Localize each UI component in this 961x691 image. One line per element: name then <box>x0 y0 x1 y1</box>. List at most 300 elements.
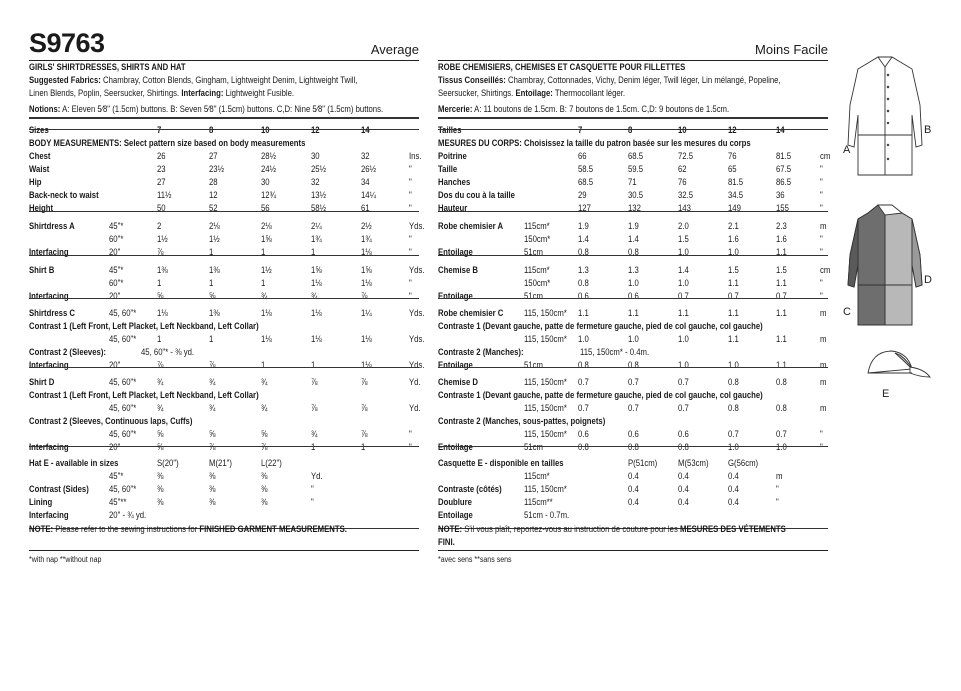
row-value: " <box>819 442 823 452</box>
chart-row <box>29 376 421 389</box>
chart-row <box>438 441 823 454</box>
row-value: 1¾ <box>310 234 322 244</box>
row-value: " <box>408 278 412 288</box>
row-label: Entoilage <box>438 291 473 301</box>
row-value: 155 <box>775 203 789 213</box>
difficulty-level-fr: Moins Facile <box>755 42 828 57</box>
row-value: 1¼ <box>360 308 372 318</box>
size-header-row <box>29 124 370 137</box>
row-value: 2⅛ <box>260 221 272 231</box>
row-value: 1⅜ <box>208 265 220 275</box>
row-value: ⅞ <box>360 291 368 301</box>
row-value: " <box>408 164 412 174</box>
row-value: 127 <box>577 203 591 213</box>
row-value: 45, 60"* <box>108 403 137 413</box>
row-value: ⅞ <box>360 403 368 413</box>
row-value: 45, 60"* <box>108 484 137 494</box>
english-header <box>29 30 419 61</box>
row-value: " <box>408 291 412 301</box>
row-value: 1⅛ <box>310 278 322 288</box>
chart-row <box>438 428 823 441</box>
row-value: 1⅛ <box>260 334 272 344</box>
row-value: 60"* <box>108 278 124 288</box>
row-value: 1.1 <box>775 308 787 318</box>
row-value: 30.5 <box>627 190 644 200</box>
row-value: ⅞ <box>156 247 164 257</box>
pattern-number: S9763 <box>29 28 105 58</box>
chart-row <box>29 150 422 163</box>
row-value: 1.0 <box>627 278 639 288</box>
row-value: ⅝ <box>156 429 164 439</box>
row-value: 1 <box>260 278 266 288</box>
row-value: 68.5 <box>627 151 644 161</box>
row-label: Entoilage <box>438 360 473 370</box>
row-value: 1.1 <box>775 247 787 257</box>
row-label: Entoilage <box>438 247 473 257</box>
chart-row <box>29 509 364 522</box>
row-value: G(56cm) <box>727 458 759 468</box>
row-value: 1⅝ <box>260 234 272 244</box>
row-value: 0.4 <box>677 497 689 507</box>
footnote-fr: *avec sens **sans sens <box>438 555 512 564</box>
row-label: Shirtdress C <box>29 308 76 318</box>
row-value: 1⅛ <box>260 308 272 318</box>
row-value: 45, 60"* <box>108 308 137 318</box>
row-value: 115cm* <box>524 221 550 231</box>
garment-title: GIRLS' SHIRTDRESSES, SHIRTS AND HAT <box>29 62 186 72</box>
row-value: " <box>819 429 823 439</box>
row-value: m <box>819 377 827 387</box>
chart-row <box>438 389 773 402</box>
row-value: 0.7 <box>627 377 639 387</box>
row-value: 1.0 <box>727 360 739 370</box>
row-value: 65 <box>727 164 737 174</box>
row-value: 115cm* <box>524 265 550 275</box>
row-value: P(51cm) <box>627 458 658 468</box>
row-value: ¾ <box>208 403 216 413</box>
row-value: 1.4 <box>627 234 639 244</box>
row-value: ¾ <box>260 291 268 301</box>
row-value: 0.7 <box>727 291 739 301</box>
row-value: 0.8 <box>627 360 639 370</box>
row-value: 1.9 <box>627 221 639 231</box>
row-value: 32 <box>360 151 370 161</box>
note: NOTE: Please refer to the sewing instructions for FINISHED GARMENT MEASUREMENTS. <box>29 524 347 534</box>
row-value: 1.0 <box>727 442 739 452</box>
row-label: Contraste 2 (Manches): <box>438 347 524 357</box>
row-value: 1⅜ <box>156 265 168 275</box>
row-value: ⅞ <box>156 360 164 370</box>
chart-row <box>438 277 823 290</box>
row-value: ⅞ <box>360 377 368 387</box>
row-value: 72.5 <box>677 151 694 161</box>
row-value: 0.6 <box>627 291 639 301</box>
row-value: 25½ <box>310 164 327 174</box>
row-value: " <box>819 291 823 301</box>
row-value: 0.4 <box>627 484 639 494</box>
row-value: 1 <box>260 247 266 257</box>
row-value: 1½ <box>208 234 220 244</box>
row-value: 1 <box>208 334 214 344</box>
row-value: 0.8 <box>577 442 589 452</box>
row-value: 0.4 <box>627 497 639 507</box>
chart-row <box>29 290 412 303</box>
row-label: Shirt D <box>29 377 55 387</box>
row-label: Contraste 2 (Manches, sous-pattes, poignets) <box>438 416 606 426</box>
row-value: 1 <box>156 278 162 288</box>
note-fr-cont: FINI. <box>438 537 455 547</box>
row-value: 23½ <box>208 164 225 174</box>
row-label: Taille <box>438 164 458 174</box>
row-label: Sizes <box>29 125 49 135</box>
suggested-fabrics-cont: Linen Blends, Poplin, Seersucker, Shirtings. Interfacing: Lightweight Fusible. <box>29 88 295 98</box>
chart-row <box>29 333 425 346</box>
row-value: L(22") <box>260 458 282 468</box>
suggested-fabrics-fr-cont: Seersucker, Shirtings. Entoilage: Thermocollant léger. <box>438 88 626 98</box>
row-label: Contrast 1 (Left Front, Left Placket, Left Neckband, Left Collar) <box>29 390 259 400</box>
note-fr: NOTE: S'il vous plaît, reportez-vous au instruction de couture pour les MESURES DES VÉTEMENTS <box>438 524 786 534</box>
row-value: " <box>408 190 412 200</box>
row-value: 0.6 <box>577 291 589 301</box>
garment-title-fr: ROBE CHEMISIERS, CHEMISES ET CASQUETTE POUR FILLETTES <box>438 62 686 72</box>
row-value: ⅜ <box>156 497 164 507</box>
suggested-fabrics-fr: Tissus Conseillés: Chambray, Cottonnades, Vichy, Denim léger, Twill léger, Lin mélangé, Popeline, <box>438 75 781 85</box>
row-value: 2½ <box>360 221 372 231</box>
row-value: 1 <box>360 442 366 452</box>
row-label: Contrast 2 (Sleeves): <box>29 347 106 357</box>
chart-row <box>438 176 823 189</box>
row-label: Contraste 1 (Devant gauche, patte de fermeture gauche, pied de col gauche, col gauche) <box>438 390 763 400</box>
row-value: 0.6 <box>627 429 639 439</box>
row-value: 28 <box>208 177 218 187</box>
row-value: 1 <box>208 278 214 288</box>
row-value: 66 <box>577 151 587 161</box>
row-label: Chemise D <box>438 377 479 387</box>
view-label-a: A <box>843 144 851 156</box>
chart-row <box>29 320 364 333</box>
french-header <box>438 30 828 61</box>
chart-row <box>438 233 823 246</box>
row-value: 12 <box>208 190 218 200</box>
row-value: 1⅜ <box>208 308 220 318</box>
chart-row <box>438 333 827 346</box>
chart-row <box>29 441 412 454</box>
row-value: m <box>775 471 783 481</box>
chart-row <box>29 496 364 509</box>
row-value: ⅜ <box>156 471 164 481</box>
row-value: 34 <box>360 177 370 187</box>
row-value: 0.8 <box>577 278 589 288</box>
row-label: Contraste 1 (Devant gauche, patte de fermeture gauche, pied de col gauche, col gauche) <box>438 321 763 331</box>
row-value: m <box>819 221 827 231</box>
row-value: m <box>819 334 827 344</box>
row-value: 1.5 <box>677 234 689 244</box>
row-label: Interfacing <box>29 291 69 301</box>
chart-row <box>438 320 773 333</box>
row-label: Hanches <box>438 177 471 187</box>
row-label: Robe chemisier C <box>438 308 504 318</box>
row-value: ¾ <box>208 377 216 387</box>
row-value: " <box>408 234 412 244</box>
row-value: ⅜ <box>208 497 216 507</box>
row-value: 45, 60"* - ⅜ yd. <box>140 347 195 357</box>
row-value: 50 <box>156 203 166 213</box>
row-value: 115, 150cm* <box>524 403 567 413</box>
chart-row <box>29 428 412 441</box>
english-section <box>29 28 425 564</box>
chart-row <box>438 137 773 150</box>
row-value: ⅞ <box>310 403 318 413</box>
difficulty-level: Average <box>370 42 419 57</box>
chart-row <box>29 246 412 259</box>
row-value: 45, 60"* <box>108 334 137 344</box>
row-value: 0.7 <box>577 377 589 387</box>
row-value: ⅜ <box>260 484 268 494</box>
row-value: 51cm <box>524 291 543 301</box>
row-value: 1.0 <box>677 334 689 344</box>
row-value: 1.1 <box>627 308 639 318</box>
row-value: 115, 150cm* <box>524 484 567 494</box>
chart-row <box>438 163 823 176</box>
row-value: 1⅛ <box>310 334 322 344</box>
row-label: Hip <box>29 177 42 187</box>
row-value: 2¼ <box>310 221 322 231</box>
row-value: 76 <box>677 177 687 187</box>
row-value: 1.1 <box>577 308 589 318</box>
chart-row <box>438 457 773 470</box>
row-value: 143 <box>677 203 691 213</box>
row-value: " <box>819 177 823 187</box>
row-value: 2.1 <box>727 221 739 231</box>
row-value: 1½ <box>156 234 168 244</box>
row-value: 81.5 <box>727 177 744 187</box>
row-label: Casquette E - disponible en tailles <box>438 458 564 468</box>
row-value: " <box>819 278 823 288</box>
row-value: 0.8 <box>677 442 689 452</box>
row-value: 45"* <box>108 265 124 275</box>
chart-row <box>438 307 827 320</box>
row-value: M(21") <box>208 458 232 468</box>
chart-row <box>29 359 425 372</box>
row-value: " <box>775 497 779 507</box>
row-value: 26 <box>156 151 166 161</box>
row-value: 30 <box>310 151 320 161</box>
row-value: 34.5 <box>727 190 744 200</box>
row-value: " <box>310 484 314 494</box>
notions: Notions: A: Eleven 5⁄8" (1.5cm) buttons. B: Seven 5⁄8" (1.5cm) buttons. C,D: Nine 5⁄8" (1.5cm) buttons. <box>29 104 384 114</box>
row-value: m <box>819 403 827 413</box>
shirtdress-c-drawing <box>848 205 922 325</box>
row-value: ⅜ <box>260 497 268 507</box>
row-label: Contrast 2 (Sleeves, Continuous laps, Cuffs) <box>29 416 193 426</box>
row-label: Contrast 1 (Left Front, Left Placket, Left Neckband, Left Collar) <box>29 321 259 331</box>
row-value: 23 <box>156 164 166 174</box>
row-value: 1⅝ <box>360 265 372 275</box>
row-value: 13½ <box>310 190 327 200</box>
row-label: Shirt B <box>29 265 55 275</box>
row-value: ¾ <box>310 291 318 301</box>
row-value: 1⅛ <box>360 247 372 257</box>
row-value: 1⅛ <box>360 360 372 370</box>
row-value: ⅞ <box>208 442 216 452</box>
chart-row <box>438 483 779 496</box>
chart-row <box>438 470 783 483</box>
chart-row <box>29 264 425 277</box>
row-value: " <box>408 247 412 257</box>
row-value: Yd. <box>310 471 323 481</box>
row-value: 0.8 <box>627 247 639 257</box>
row-value: 45"* <box>108 221 124 231</box>
row-value: 1⅛ <box>310 308 322 318</box>
row-value: 115, 150cm* <box>524 429 567 439</box>
row-value: Yd. <box>408 377 421 387</box>
row-value: 2.0 <box>677 221 689 231</box>
row-value: 14¼ <box>360 190 377 200</box>
row-value: 0.4 <box>677 484 689 494</box>
row-value: 1.4 <box>677 265 689 275</box>
row-value: ⅝ <box>156 442 164 452</box>
row-value: m <box>819 308 827 318</box>
row-value: ⅜ <box>260 471 268 481</box>
chart-row <box>29 457 364 470</box>
row-value: " <box>819 247 823 257</box>
row-value: 36 <box>775 190 785 200</box>
row-value: 60"* <box>108 234 124 244</box>
row-value: 1.6 <box>775 234 787 244</box>
chart-row <box>29 389 364 402</box>
row-value: 0.6 <box>677 429 689 439</box>
row-label: Doublure <box>438 497 472 507</box>
row-value: ¾ <box>156 403 164 413</box>
row-value: " <box>408 177 412 187</box>
row-value: 30 <box>260 177 270 187</box>
row-value: m <box>819 360 827 370</box>
french-section <box>438 30 831 564</box>
row-value: ⅜ <box>208 471 216 481</box>
row-value: ⅝ <box>156 291 164 301</box>
row-value: 1⅛ <box>360 278 372 288</box>
footnote: *with nap **without nap <box>29 555 102 564</box>
chart-row <box>29 402 421 415</box>
row-value: 0.8 <box>727 377 739 387</box>
row-value: 1.1 <box>727 334 739 344</box>
row-value: 0.4 <box>727 484 739 494</box>
row-value: 58.5 <box>577 164 594 174</box>
chart-row <box>29 307 425 320</box>
row-value: 0.8 <box>577 247 589 257</box>
row-value: ¾ <box>310 429 318 439</box>
chart-row <box>438 346 773 359</box>
row-label: Robe chemisier A <box>438 221 504 231</box>
row-value: 1 <box>260 360 266 370</box>
row-value: 1.1 <box>677 308 689 318</box>
chart-row <box>29 233 412 246</box>
row-value: 0.7 <box>577 403 589 413</box>
row-value: " <box>408 429 412 439</box>
row-value: 56 <box>260 203 270 213</box>
row-value: 27 <box>208 151 218 161</box>
row-value: cm <box>819 151 831 161</box>
row-value: 86.5 <box>775 177 792 187</box>
row-value: " <box>819 203 823 213</box>
row-value: S(20") <box>156 458 179 468</box>
suggested-fabrics: Suggested Fabrics: Chambray, Cotton Blends, Gingham, Lightweight Denim, Lightweight Twill, <box>29 75 358 85</box>
chart-row <box>438 189 823 202</box>
row-value: ⅞ <box>310 377 318 387</box>
shirtdress-a-drawing <box>848 57 922 175</box>
chart-row <box>29 470 364 483</box>
row-value: 12¾ <box>260 190 277 200</box>
row-value: 1.3 <box>577 265 589 275</box>
row-value: 115, 150cm* <box>524 308 567 318</box>
chart-row <box>29 137 364 150</box>
row-label: Poitrine <box>438 151 467 161</box>
row-value: 150cm* <box>524 234 551 244</box>
chart-row <box>438 415 773 428</box>
row-value: 149 <box>727 203 741 213</box>
row-value: 1 <box>310 360 316 370</box>
row-value: 12 <box>310 125 320 135</box>
row-value: ⅞ <box>260 442 268 452</box>
row-value: 2.3 <box>775 221 787 231</box>
row-label: Interfacing <box>29 510 69 520</box>
row-value: 1.0 <box>627 334 639 344</box>
row-value: 76 <box>727 151 737 161</box>
garment-illustrations <box>840 55 950 405</box>
row-value: 0.7 <box>627 403 639 413</box>
row-value: 7 <box>577 125 583 135</box>
row-value: 2 <box>156 221 162 231</box>
view-label-d: D <box>924 274 932 286</box>
row-value: 115cm* <box>524 471 550 481</box>
notions-fr: Mercerie: A: 11 boutons de 1.5cm. B: 7 boutons de 1.5cm. C,D: 9 boutons de 1.5cm. <box>438 104 730 114</box>
row-value: 1⅝ <box>310 265 322 275</box>
row-value: 1 <box>310 247 316 257</box>
row-value: ¾ <box>156 377 164 387</box>
chart-row <box>438 150 831 163</box>
row-value: 32 <box>310 177 320 187</box>
row-value: 1.5 <box>775 265 787 275</box>
row-value: 20" <box>108 291 121 301</box>
row-label: Dos du cou à la taille <box>438 190 515 200</box>
row-label: Chest <box>29 151 51 161</box>
row-value: 51cm <box>524 247 543 257</box>
row-value: 1.0 <box>677 360 689 370</box>
row-value: ⅞ <box>360 429 368 439</box>
size-header-row <box>438 124 785 137</box>
row-value: 81.5 <box>775 151 792 161</box>
row-value: 1.1 <box>727 278 739 288</box>
row-value: 51cm - 0.7m. <box>524 510 570 520</box>
row-value: 1½ <box>260 265 272 275</box>
row-value: 29 <box>577 190 587 200</box>
row-value: 61 <box>360 203 370 213</box>
row-label: Contraste (côtés) <box>438 484 502 494</box>
row-value: 0.4 <box>627 471 639 481</box>
row-value: 11½ <box>156 190 172 200</box>
row-value: 1.9 <box>577 221 589 231</box>
row-value: Yds. <box>408 221 425 231</box>
view-label-e: E <box>882 388 890 400</box>
hat-e-drawing <box>868 351 930 377</box>
chart-row <box>29 163 412 176</box>
row-value: 1.1 <box>727 308 739 318</box>
row-value: 1.0 <box>677 278 689 288</box>
row-value: ⅝ <box>260 429 268 439</box>
row-value: 115, 150cm* - 0.4m. <box>579 347 650 357</box>
chart-row <box>29 220 425 233</box>
row-value: 14 <box>775 125 785 135</box>
